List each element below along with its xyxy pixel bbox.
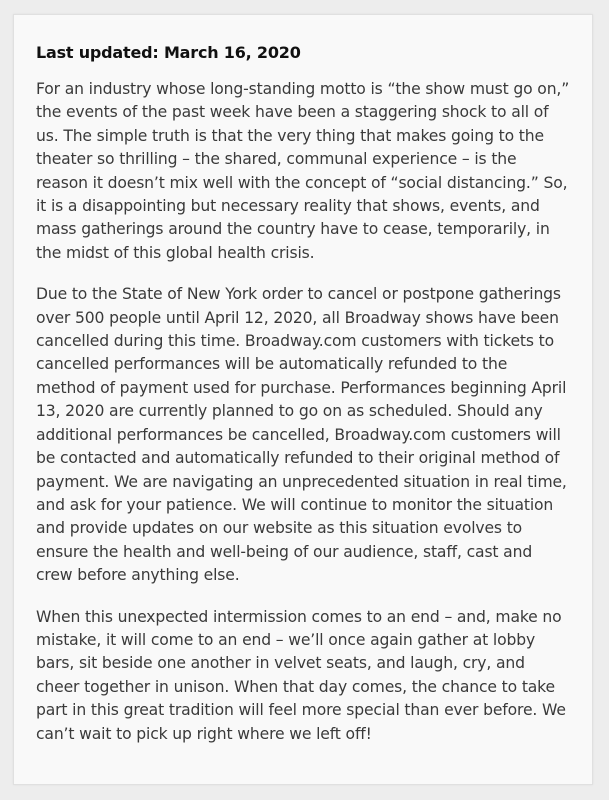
- notice-panel: [13, 14, 593, 785]
- notice-paragraph-intro: For an industry whose long-standing motto is “the show must go on,” the events of the past week have been a staggering shock to all of us. The simple truth is that the very thing that makes going to the theater so thrilling – the shared, communal experience – is the reason it doesn’t mix well with the concept of “social distancing.” So, it is a disappointing but necessary reality that shows, events, and mass gatherings around the country have to cease, temporarily, in the midst of this global health crisis.: [36, 80, 570, 262]
- notice-paragraph-cancellations: Due to the State of New York order to cancel or postpone gatherings over 500 people until April 12, 2020, all Broadway shows have been cancelled during this time. Broadway.com customers with tickets to cancelled performances will be automatically refunded to the method of payment used for purchase. Performances beginning April 13, 2020 are currently planned to go on as scheduled. Should any additional performances be cancelled, Broadway.com customers will be contacted and automatically refunded to their original method of payment. We are navigating an unprecedented situation in real time, and ask for your patience. We will continue to monitor the situation and provide updates on our website as this situation evolves to ensure the health and well-being of our audience, staff, cast and crew before anything else.: [36, 285, 567, 585]
- last-updated-heading: Last updated: March 16, 2020: [36, 43, 301, 62]
- notice-paragraph-closing: When this unexpected intermission comes to an end – and, make no mistake, it will come to an end – we’ll once again gather at lobby bars, sit beside one another in velvet seats, and laugh, cry, and cheer together in unison. When that day comes, the chance to take part in this great tradition will feel more special than ever before. We can’t wait to pick up right where we left off!: [36, 607, 566, 743]
